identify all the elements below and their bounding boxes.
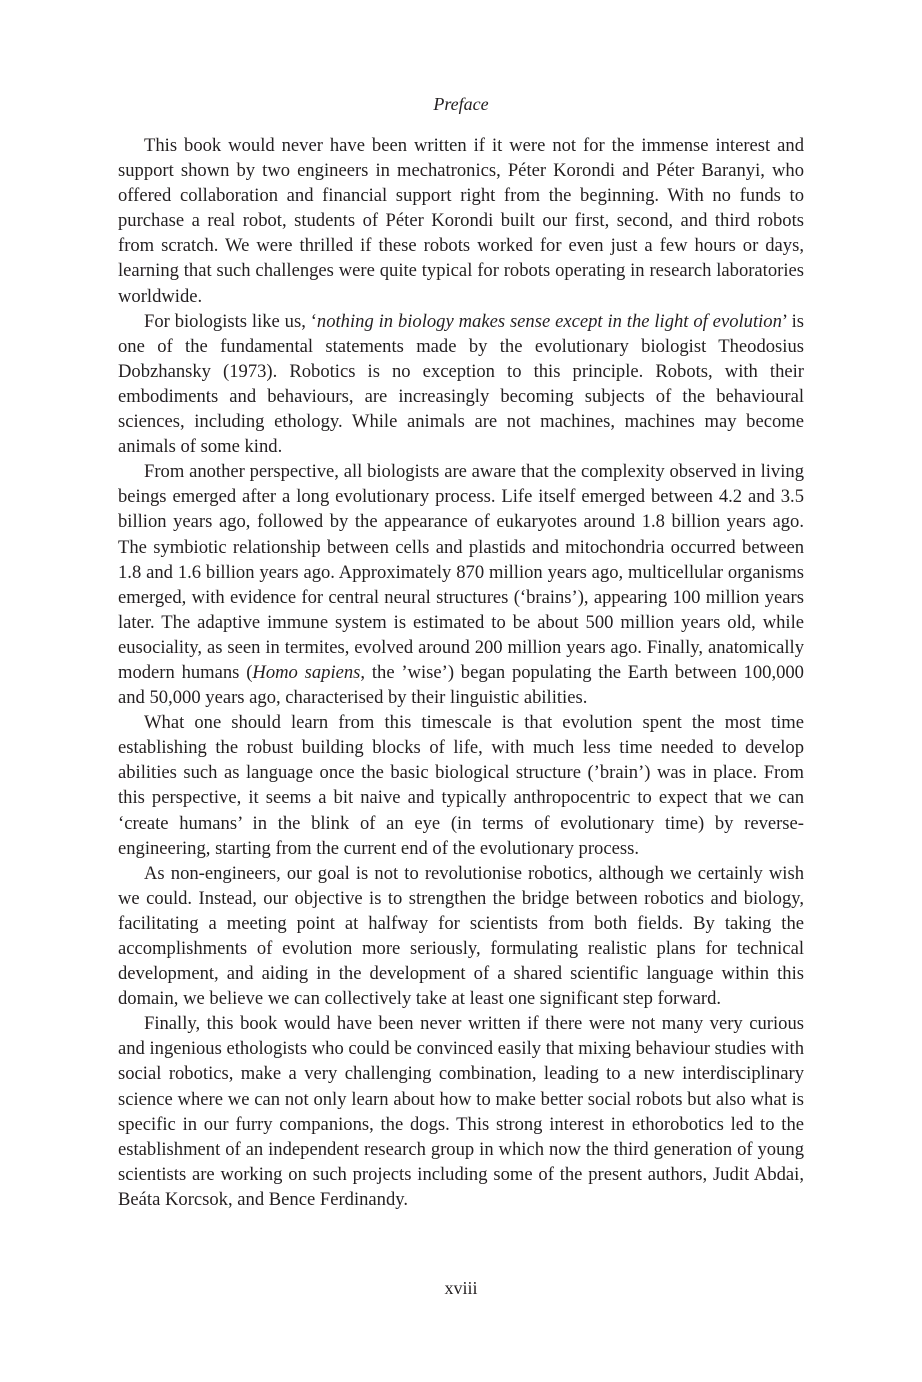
paragraph <box>118 710 804 861</box>
paragraph <box>118 1011 804 1212</box>
body-text <box>118 133 804 1212</box>
paragraph-text: , the ’wise’) began populating the Earth between 100,000 and 50,000 years ago, characterised by their linguistic abilities. <box>118 661 804 709</box>
paragraph-text: ’ is one of the fundamental statements made by the evolutionary biologist Theodosius Dobzhansky (1973). Robotics is no exception to this principle. Robots, with their embodiments and behaviours, are increasingly becoming subjects of the behavioural sciences, including ethology. While animals are not machines, machines may become animals of some kind. <box>118 310 804 458</box>
running-head: Preface <box>433 94 489 114</box>
paragraph <box>118 309 804 460</box>
page-number: xviii <box>444 1278 478 1298</box>
species-name: Homo sapiens <box>252 661 361 683</box>
paragraph <box>118 861 804 1012</box>
paragraph-text: As non-engineers, our goal is not to revolutionise robotics, although we certainly wish we could. Instead, our objective is to strengthen the bridge between robotics and biology, facilitating a meeting point at halfway for scientists from both fields. By taking the accomplishments of evolution more seriously, formulating realistic plans for technical development, and aiding in the development of a shared scientific language within this domain, we believe we can collectively take at least one significant step forward. <box>118 862 804 1010</box>
paragraph-text: This book would never have been written if it were not for the immense interest and support shown by two engineers in mechatronics, Péter Korondi and Péter Baranyi, who offered collaboration and financial support right from the beginning. With no funds to purchase a real robot, students of Péter Korondi built our first, second, and third robots from scratch. We were thrilled if these robots worked for even just a few hours or days, learning that such challenges were quite typical for robots operating in research laboratories worldwide. <box>118 135 804 307</box>
paragraph <box>118 133 804 309</box>
paragraph-text: For biologists like us, ‘ <box>144 310 317 332</box>
italic-quote: nothing in biology makes sense except in the light of evolution <box>316 310 782 332</box>
paragraph-text: Finally, this book would have been never written if there were not many very curious and ingenious ethologists who could be convinced easily that mixing behaviour studies with social robotics, make a very challenging combination, leading to a new interdisciplinary science where we can not only learn about how to make better social robots but also what is specific in our furry companions, the dogs. This strong interest in ethorobotics led to the establishment of an independent research group in which now the third generation of young scientists are working on such projects including some of the present authors, Judit Abdai, Beáta Korcsok, and Bence Ferdinandy. <box>118 1013 804 1210</box>
paragraph <box>118 459 804 710</box>
paragraph-text: From another perspective, all biologists are aware that the complexity observed in living beings emerged after a long evolutionary process. Life itself emerged between 4.2 and 3.5 billion years ago, followed by the appearance of eukaryotes around 1.8 billion years ago. The symbiotic relationship between cells and plastids and mitochondria occurred between 1.8 and 1.6 billion years ago. Approximately 870 million years ago, multicellular organisms emerged, with evidence for central neural structures (‘brains’), appearing 100 million years later. The adaptive immune system is estimated to be about 500 million years old, while eusociality, as seen in termites, evolved around 200 million years ago. Finally, anatomically modern humans ( <box>118 461 804 683</box>
paragraph-text: What one should learn from this timescale is that evolution spent the most time establishing the robust building blocks of life, with much less time needed to develop abilities such as language once the basic biological structure (’brain’) was in place. From this perspective, it seems a bit naive and typically anthropocentric to expect that we can ‘create humans’ in the blink of an eye (in terms of evolutionary time) by reverse-engineering, starting from the current end of the evolutionary process. <box>118 712 804 859</box>
